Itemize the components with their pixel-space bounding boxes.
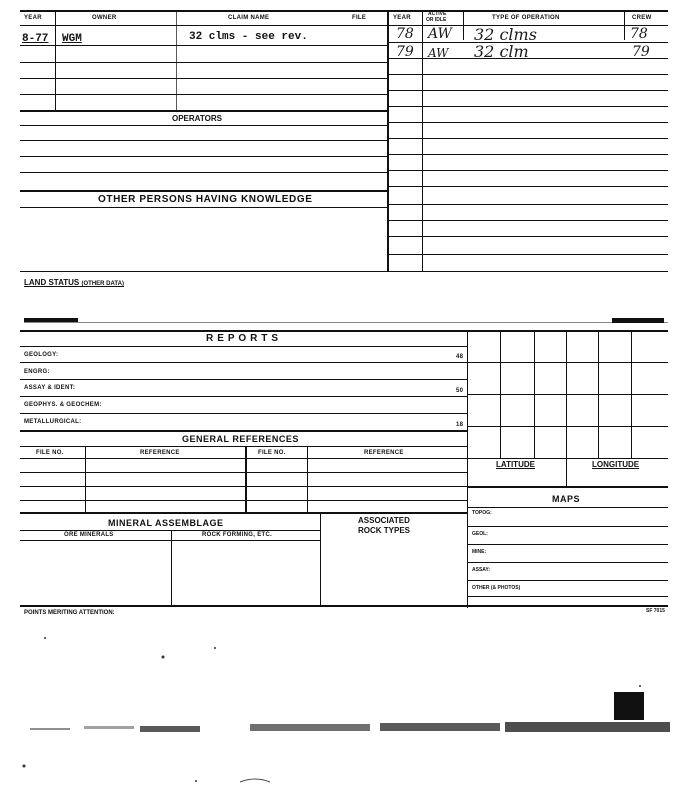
row-line: [20, 172, 387, 173]
row-line: [467, 596, 668, 597]
col-year2-header: YEAR: [393, 15, 411, 21]
gr-divider: [307, 446, 308, 512]
row-line: [389, 271, 668, 272]
row-line: [467, 507, 668, 508]
land-status-label: LAND STATUS: [24, 278, 80, 287]
op-year-2: 79: [396, 44, 414, 60]
op-year-1: 78: [396, 26, 414, 42]
row-line: [20, 156, 387, 157]
gr-divider: [85, 446, 86, 512]
owner-divider: [55, 10, 56, 110]
op-status-2: AW: [428, 46, 449, 60]
scan-streak: [30, 728, 70, 730]
row-line: [389, 122, 668, 123]
row-line: [389, 220, 668, 221]
row-line: [389, 204, 668, 205]
row-line: [20, 62, 387, 63]
row-line: [20, 472, 467, 473]
row-line: [20, 207, 387, 208]
map-topog: TOPOG:: [472, 510, 492, 516]
op-crew-1: 78: [630, 26, 648, 42]
reports-right-divider: [467, 330, 468, 608]
other-persons-heading: OTHER PERSONS HAVING KNOWLEDGE: [98, 194, 313, 205]
longitude-label: LONGITUDE: [592, 460, 640, 469]
report-metallurgical-label: METALLURGICAL:: [24, 419, 82, 425]
op-status-1: AW: [428, 26, 452, 42]
claim-divider: [176, 10, 177, 110]
scan-speck: [214, 647, 216, 649]
scan-speck: [162, 656, 165, 659]
status-divider: [422, 10, 423, 272]
scan-streak: [250, 724, 370, 731]
row-line: [20, 512, 467, 514]
scan-streak: [140, 726, 200, 732]
ore-minerals-heading: ORE MINERALS: [64, 532, 114, 538]
row-line: [467, 526, 668, 527]
mineral-divider: [171, 530, 172, 606]
op-crew-2: 79: [632, 44, 650, 60]
reports-top-rule: [20, 330, 668, 332]
operators-heading: OPERATORS: [172, 114, 222, 123]
row-line: [20, 271, 389, 272]
row-line: [389, 90, 668, 91]
map-assay: ASSAY:: [472, 567, 491, 573]
col-active-header: ACTIVE: [428, 11, 447, 17]
gr-divider: [245, 446, 247, 512]
row-line: [20, 446, 467, 447]
entry-owner: WGM: [62, 33, 82, 45]
row-line: [20, 379, 467, 380]
row-line: [20, 140, 387, 141]
scan-streak: [380, 723, 500, 731]
row-line: [20, 110, 387, 112]
gr-file-no-1: FILE NO.: [36, 450, 64, 456]
mineral-assemblage-heading: MINERAL ASSEMBLAGE: [108, 518, 224, 528]
row-line: [20, 396, 467, 397]
row-line: [20, 125, 387, 126]
row-line: [20, 94, 387, 95]
report-assay-num: 50: [456, 388, 464, 394]
op-type-2: 32 clm: [474, 42, 529, 61]
row-line: [389, 186, 668, 187]
general-references-heading: GENERAL REFERENCES: [182, 434, 299, 444]
latitude-label: LATITUDE: [496, 460, 535, 469]
op-type-1: 32 clms: [474, 25, 537, 44]
rock-forming-heading: ROCK FORMING, ETC.: [202, 532, 273, 538]
scan-streak: [84, 726, 134, 729]
row-line: [20, 458, 467, 459]
row-line: [389, 74, 668, 75]
col-type-of-operation-header: TYPE OF OPERATION: [492, 15, 560, 21]
row-line: [20, 430, 467, 432]
grid-line: [467, 458, 668, 459]
row-line: [467, 580, 668, 581]
map-geol: GEOL:: [472, 531, 488, 537]
row-line: [389, 170, 668, 171]
row-line: [389, 138, 668, 139]
crew-divider: [624, 10, 625, 40]
scan-speck: [195, 780, 197, 782]
row-line: [20, 486, 467, 487]
points-meriting-attention: POINTS MERITING ATTENTION:: [24, 610, 115, 616]
row-line: [389, 106, 668, 107]
mineral-divider: [320, 514, 321, 606]
row-line: [20, 362, 467, 363]
row-line: [20, 190, 387, 192]
rock-types-heading: ROCK TYPES: [358, 526, 411, 535]
scan-speck: [240, 779, 270, 782]
gr-reference-2: REFERENCE: [364, 450, 404, 456]
row-line: [467, 544, 668, 545]
type-divider: [463, 10, 464, 40]
report-geology-num: 48: [456, 354, 464, 360]
form-number: SF 7015: [646, 608, 665, 614]
row-line: [389, 236, 668, 237]
row-line: [20, 413, 467, 414]
scan-streak: [505, 722, 670, 732]
land-status-heading: [24, 278, 124, 287]
row-line: [467, 562, 668, 563]
report-metallurgical-num: 18: [456, 422, 464, 428]
header-top-rule: [20, 10, 668, 12]
grid-line: [467, 426, 668, 427]
maps-heading: MAPS: [552, 494, 581, 504]
col-file-header: FILE: [352, 15, 367, 21]
associated-heading: ASSOCIATED: [358, 516, 410, 525]
col-year-header: YEAR: [24, 15, 42, 21]
entry-year: 8-77: [22, 33, 49, 45]
main-divider: [387, 10, 389, 272]
map-mine: MINE:: [472, 549, 487, 555]
map-other: OTHER (& PHOTOS): [472, 585, 521, 591]
grid-line: [566, 330, 567, 486]
header-bottom-rule: [20, 25, 668, 26]
report-engrg-label: ENGRG:: [24, 369, 50, 375]
land-status-note: (OTHER DATA): [81, 281, 124, 287]
entry-claim-name: 32 clms - see rev.: [189, 31, 308, 43]
report-assay-label: ASSAY & IDENT:: [24, 385, 76, 391]
grid-line: [467, 394, 668, 395]
reports-heading: R E P O R T S: [206, 333, 279, 344]
row-line: [20, 78, 387, 79]
scan-speck: [23, 765, 26, 768]
col-claim-name-header: CLAIM NAME: [228, 15, 270, 21]
gr-reference-1: REFERENCE: [140, 450, 180, 456]
row-line: [20, 540, 320, 541]
grid-line: [467, 362, 668, 363]
report-geology-label: GEOLOGY:: [24, 352, 59, 358]
row-line: [20, 500, 467, 501]
bottom-rule: [20, 605, 668, 607]
row-line: [389, 254, 668, 255]
scan-noise: [0, 620, 678, 804]
row-line: [20, 45, 387, 46]
col-owner-header: OWNER: [92, 15, 117, 21]
col-idle-header: OR IDLE: [426, 17, 447, 23]
scan-speck: [44, 637, 46, 639]
report-geophys-label: GEOPHYS. & GEOCHEM:: [24, 402, 102, 408]
col-crew-header: CREW: [632, 15, 652, 21]
row-line: [20, 530, 320, 531]
scan-line: [24, 322, 668, 323]
row-line: [20, 346, 467, 347]
row-line: [389, 154, 668, 155]
scan-block: [614, 692, 644, 720]
gr-file-no-2: FILE NO.: [258, 450, 286, 456]
scan-speck: [639, 685, 641, 687]
row-line: [467, 486, 668, 488]
